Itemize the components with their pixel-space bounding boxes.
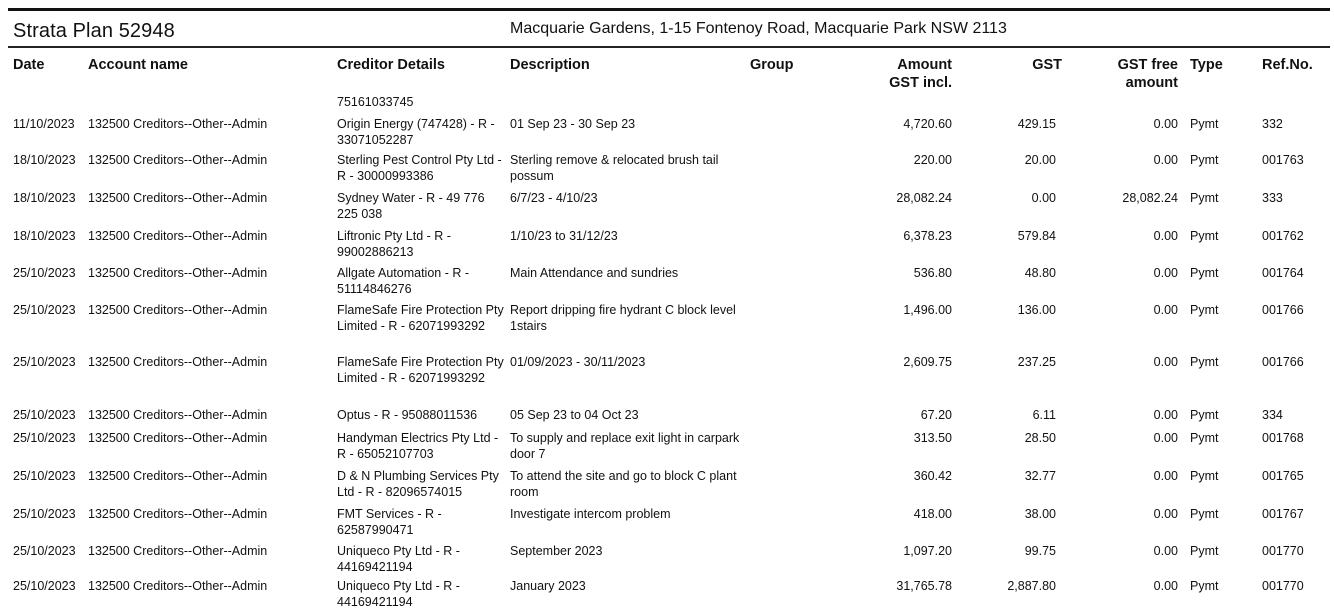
cell-amount: 1,496.00 <box>903 303 952 317</box>
cell-ref: 001767 <box>1262 507 1304 521</box>
cell-ref: 333 <box>1262 191 1283 205</box>
cell-type: Pymt <box>1190 355 1219 369</box>
cell-gst-free: 0.00 <box>1153 117 1178 131</box>
cell-type: Pymt <box>1190 191 1219 205</box>
cell-gst: 2,887.80 <box>1007 579 1056 593</box>
cell-amount: 536.80 <box>913 266 952 280</box>
cell-ref: 001770 <box>1262 544 1304 558</box>
cell-description: Sterling remove & relocated brush tail possum <box>510 153 719 183</box>
cell-gst-free: 0.00 <box>1153 355 1178 369</box>
cell-creditor: FlameSafe Fire Protection Pty Limited - R - 62071993292 <box>337 355 504 385</box>
cell-account: 132500 Creditors--Other--Admin <box>88 507 268 521</box>
cell-gst-free: 0.00 <box>1153 544 1178 558</box>
cell-ref: 001764 <box>1262 266 1304 280</box>
cell-ref: 001768 <box>1262 431 1304 445</box>
col-header-account: Account name <box>88 57 188 73</box>
cell-creditor: Optus - R - 95088011536 <box>337 408 478 422</box>
cell-creditor: Allgate Automation - R - 51114846276 <box>337 266 470 296</box>
cell-gst: 48.80 <box>1024 266 1056 280</box>
cell-gst: 32.77 <box>1024 469 1056 483</box>
cell-account: 132500 Creditors--Other--Admin <box>88 544 268 558</box>
cell-creditor: FlameSafe Fire Protection Pty Limited - R - 62071993292 <box>337 303 504 333</box>
cell-account: 132500 Creditors--Other--Admin <box>88 117 268 131</box>
cell-date: 25/10/2023 <box>13 355 76 369</box>
cell-date: 25/10/2023 <box>13 408 76 422</box>
col-header-group: Group <box>750 57 794 73</box>
cell-amount: 31,765.78 <box>896 579 952 593</box>
cell-type: Pymt <box>1190 408 1219 422</box>
cell-account: 132500 Creditors--Other--Admin <box>88 431 268 445</box>
col-header-gst: GST <box>1032 57 1062 73</box>
cell-description: Main Attendance and sundries <box>510 266 679 280</box>
cell-type: Pymt <box>1190 229 1219 243</box>
cell-type: Pymt <box>1190 579 1219 593</box>
cell-creditor: Sydney Water - R - 49 776 225 038 <box>337 191 485 221</box>
cell-gst-free: 0.00 <box>1153 507 1178 521</box>
cell-date: 18/10/2023 <box>13 153 76 167</box>
cell-date: 25/10/2023 <box>13 579 76 593</box>
cell-amount: 418.00 <box>913 507 952 521</box>
cell-ref: 332 <box>1262 117 1283 131</box>
cell-type: Pymt <box>1190 544 1219 558</box>
col-header-gst-free: GST free amount <box>1117 57 1178 91</box>
cell-gst-free: 0.00 <box>1153 266 1178 280</box>
cell-account: 132500 Creditors--Other--Admin <box>88 153 268 167</box>
col-header-ref: Ref.No. <box>1262 57 1313 73</box>
cell-creditor: FMT Services - R - 62587990471 <box>337 507 442 537</box>
cell-creditor: Origin Energy (747428) - R - 33071052287 <box>337 117 495 147</box>
cell-type: Pymt <box>1190 431 1219 445</box>
cell-creditor: Uniqueco Pty Ltd - R - 44169421194 <box>337 579 460 609</box>
cell-creditor: Sterling Pest Control Pty Ltd - R - 30000993386 <box>337 153 502 183</box>
cell-type: Pymt <box>1190 153 1219 167</box>
cell-description: 6/7/23 - 4/10/23 <box>510 191 598 205</box>
top-rule <box>8 8 1330 11</box>
cell-description: Report dripping fire hydrant C block level 1stairs <box>510 303 736 333</box>
cell-gst-free: 0.00 <box>1153 303 1178 317</box>
cell-gst: 28.50 <box>1024 431 1056 445</box>
cell-type: Pymt <box>1190 303 1219 317</box>
cell-gst-free: 0.00 <box>1153 469 1178 483</box>
cell-gst-free: 0.00 <box>1153 229 1178 243</box>
cell-description: Investigate intercom problem <box>510 507 671 521</box>
col-header-type: Type <box>1190 57 1223 73</box>
property-address: Macquarie Gardens, 1-15 Fontenoy Road, Macquarie Park NSW 2113 <box>510 20 1007 37</box>
cell-date: 25/10/2023 <box>13 303 76 317</box>
cell-date: 25/10/2023 <box>13 469 76 483</box>
cell-ref: 001762 <box>1262 229 1304 243</box>
cell-description: 01/09/2023 - 30/11/2023 <box>510 355 646 369</box>
cell-ref: 334 <box>1262 408 1283 422</box>
cell-account: 132500 Creditors--Other--Admin <box>88 469 268 483</box>
cell-amount: 313.50 <box>913 431 952 445</box>
cell-description: To supply and replace exit light in carpark door 7 <box>510 431 740 461</box>
cell-ref: 001766 <box>1262 355 1304 369</box>
cell-ref: 001765 <box>1262 469 1304 483</box>
carry-over-creditor-text: 75161033745 <box>337 95 414 109</box>
cell-gst-free: 0.00 <box>1153 153 1178 167</box>
strata-plan-title: Strata Plan 52948 <box>13 20 175 42</box>
cell-ref: 001770 <box>1262 579 1304 593</box>
cell-ref: 001763 <box>1262 153 1304 167</box>
cell-gst: 429.15 <box>1017 117 1056 131</box>
col-header-date: Date <box>13 57 45 73</box>
cell-creditor: Liftronic Pty Ltd - R - 99002886213 <box>337 229 451 259</box>
cell-gst: 6.11 <box>1032 408 1056 422</box>
cell-creditor: D & N Plumbing Services Pty Ltd - R - 82096574015 <box>337 469 499 499</box>
cell-date: 25/10/2023 <box>13 266 76 280</box>
cell-account: 132500 Creditors--Other--Admin <box>88 191 268 205</box>
cell-date: 18/10/2023 <box>13 191 76 205</box>
cell-amount: 1,097.20 <box>903 544 952 558</box>
cell-type: Pymt <box>1190 469 1219 483</box>
cell-gst-free: 0.00 <box>1153 579 1178 593</box>
col-header-description: Description <box>510 57 590 73</box>
cell-type: Pymt <box>1190 507 1219 521</box>
cell-date: 11/10/2023 <box>13 117 75 131</box>
col-header-creditor: Creditor Details <box>337 57 445 73</box>
cell-gst: 0.00 <box>1031 191 1056 205</box>
cell-gst-free: 0.00 <box>1153 408 1178 422</box>
cell-account: 132500 Creditors--Other--Admin <box>88 408 268 422</box>
cell-amount: 4,720.60 <box>903 117 952 131</box>
cell-ref: 001766 <box>1262 303 1304 317</box>
cell-type: Pymt <box>1190 266 1219 280</box>
header-rule <box>8 46 1330 48</box>
cell-description: 05 Sep 23 to 04 Oct 23 <box>510 408 639 422</box>
cell-creditor: Handyman Electrics Pty Ltd - R - 65052107703 <box>337 431 499 461</box>
cell-gst: 579.84 <box>1017 229 1056 243</box>
col-header-amount: Amount GST incl. <box>889 57 952 91</box>
cell-gst: 99.75 <box>1024 544 1056 558</box>
cell-description: 01 Sep 23 - 30 Sep 23 <box>510 117 636 131</box>
cell-date: 25/10/2023 <box>13 507 76 521</box>
cell-gst: 38.00 <box>1024 507 1056 521</box>
cell-gst: 20.00 <box>1024 153 1056 167</box>
cell-description: To attend the site and go to block C plant room <box>510 469 737 499</box>
cell-creditor: Uniqueco Pty Ltd - R - 44169421194 <box>337 544 460 574</box>
cell-account: 132500 Creditors--Other--Admin <box>88 579 268 593</box>
cell-gst: 237.25 <box>1017 355 1056 369</box>
cell-description: 1/10/23 to 31/12/23 <box>510 229 618 243</box>
cell-date: 25/10/2023 <box>13 431 76 445</box>
cell-account: 132500 Creditors--Other--Admin <box>88 266 268 280</box>
cell-amount: 2,609.75 <box>903 355 952 369</box>
cell-date: 25/10/2023 <box>13 544 76 558</box>
cell-account: 132500 Creditors--Other--Admin <box>88 355 268 369</box>
cell-account: 132500 Creditors--Other--Admin <box>88 229 268 243</box>
cell-gst-free: 0.00 <box>1153 431 1178 445</box>
cell-description: September 2023 <box>510 544 603 558</box>
cell-description: January 2023 <box>510 579 586 593</box>
cell-gst: 136.00 <box>1017 303 1056 317</box>
cell-account: 132500 Creditors--Other--Admin <box>88 303 268 317</box>
cell-amount: 67.20 <box>920 408 952 422</box>
cell-amount: 220.00 <box>913 153 952 167</box>
cell-date: 18/10/2023 <box>13 229 76 243</box>
cell-gst-free: 28,082.24 <box>1122 191 1178 205</box>
cell-amount: 360.42 <box>913 469 952 483</box>
cell-amount: 28,082.24 <box>896 191 952 205</box>
cell-amount: 6,378.23 <box>903 229 952 243</box>
cell-type: Pymt <box>1190 117 1219 131</box>
